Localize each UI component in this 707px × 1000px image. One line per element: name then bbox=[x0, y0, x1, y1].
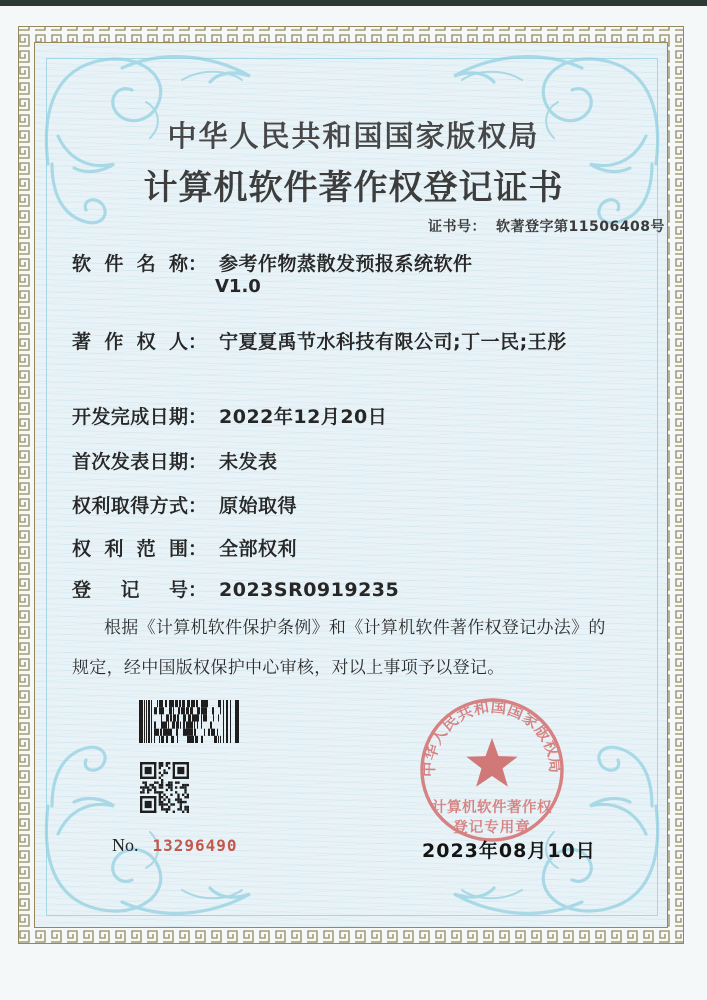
certificate-number-line bbox=[428, 216, 665, 236]
seal-star-icon bbox=[466, 738, 517, 787]
field-rights-acquisition bbox=[72, 491, 297, 518]
field-software-name bbox=[72, 249, 473, 276]
issue-date: 2023年08月10日 bbox=[422, 840, 596, 862]
certificate-number-label: 证书号： bbox=[428, 219, 486, 235]
serial-number-line bbox=[112, 835, 238, 856]
certificate-title: 计算机软件著作权登记证书 bbox=[143, 168, 564, 208]
seal-caption-line-2: 登记专用章 bbox=[453, 820, 531, 836]
certificate-number-value: 软著登字第11506408号 bbox=[496, 219, 665, 235]
field-value: 宁夏夏禹节水科技有限公司;丁一民;王彤 bbox=[219, 331, 567, 353]
field-colon: ： bbox=[188, 495, 208, 517]
field-label: 权利范围 bbox=[72, 538, 188, 560]
field-rights-scope bbox=[72, 534, 297, 561]
field-label: 权利取得方式 bbox=[72, 495, 188, 517]
field-colon: ： bbox=[188, 451, 208, 473]
seal-ring-text: 中华人民共和国国家版权局 bbox=[419, 697, 565, 778]
field-label: 著作权人 bbox=[72, 331, 188, 353]
field-value: 参考作物蒸散发预报系统软件 bbox=[219, 253, 473, 275]
field-registration-number bbox=[72, 575, 399, 602]
field-colon: ： bbox=[188, 538, 208, 560]
field-label: 开发完成日期 bbox=[72, 406, 188, 428]
field-copyright-owner bbox=[72, 327, 567, 354]
statement-line-2: 规定，经中国版权保护中心审核，对以上事项予以登记。 bbox=[72, 658, 505, 678]
field-label: 软件名称 bbox=[72, 253, 188, 275]
border-top bbox=[18, 26, 684, 42]
field-first-publication-date bbox=[72, 447, 278, 474]
field-label: 首次发表日期 bbox=[72, 451, 188, 473]
official-seal bbox=[409, 687, 575, 853]
field-colon: ： bbox=[188, 253, 208, 275]
field-value: 2022年12月20日 bbox=[219, 406, 388, 428]
issuing-authority: 中华人民共和国国家版权局 bbox=[167, 119, 540, 153]
serial-number: 13296490 bbox=[152, 836, 238, 855]
field-label: 登记号 bbox=[72, 579, 188, 601]
field-value: 原始取得 bbox=[219, 495, 298, 517]
field-value: 全部权利 bbox=[219, 538, 298, 560]
field-colon: ： bbox=[188, 331, 208, 353]
qr-code bbox=[140, 762, 189, 813]
field-value: 未发表 bbox=[219, 451, 278, 473]
statement-line-1: 根据《计算机软件保护条例》和《计算机软件著作权登记办法》的 bbox=[104, 618, 606, 638]
field-completion-date bbox=[72, 402, 387, 429]
field-software-version: V1.0 bbox=[215, 276, 261, 297]
barcode-417 bbox=[138, 700, 240, 743]
seal-caption-line-1: 计算机软件著作权 bbox=[432, 800, 552, 816]
field-colon: ： bbox=[188, 579, 208, 601]
field-colon: ： bbox=[188, 406, 208, 428]
border-bottom bbox=[18, 928, 684, 944]
field-value: 2023SR0919235 bbox=[219, 579, 400, 601]
serial-prefix: No. bbox=[112, 835, 139, 855]
